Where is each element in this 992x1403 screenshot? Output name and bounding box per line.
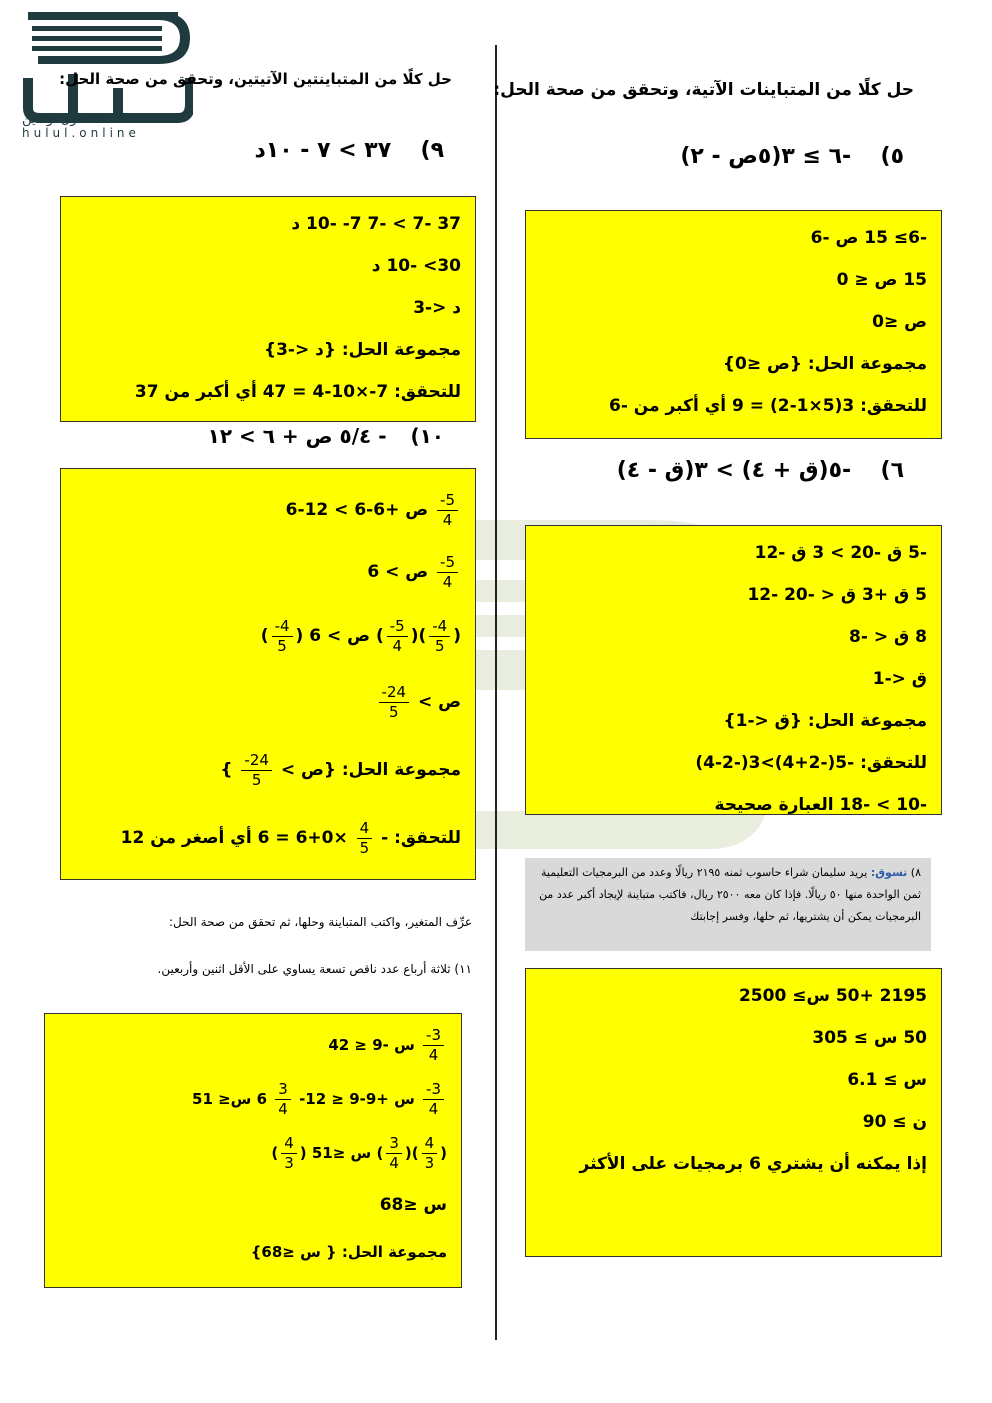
right-heading: حل كلًا من المتباينات الآتية، وتحقق من صحة الحل: xyxy=(493,80,914,100)
box6-line-5: مجموعة الحل: {ق <-1} xyxy=(723,711,927,731)
problem-6-number: ٦) xyxy=(880,458,904,483)
box10-line-5: مجموعة الحل: {ص > $\frac{24-}{5}$ } xyxy=(220,750,461,789)
fraction: $\frac{5-}{4}$ xyxy=(387,619,408,654)
fraction: $\frac{4}{3}$ xyxy=(422,1136,438,1171)
box8-line-1: 2195 +50 س≥ 2500 xyxy=(738,986,927,1006)
fraction: $\frac{4}{5}$ xyxy=(357,821,373,856)
box10-line-1: $\frac{5-}{4}$ ص +6-6 > 12-6 xyxy=(75,479,461,541)
question-8-text: يريد سليمان شراء حاسوب ثمنه ٢١٩٥ ريالًا وعدد من البرمجيات التعليمية ثمن الواحدة منها ٥٠ ريالًا. فإذا كان معه ٢٥٠٠ ريال، فاكتب متباينة لإيجاد أكبر عدد من البرمجيات يمكن أن يشتريها، ثم حلها، وفسر إجابتك xyxy=(539,866,921,923)
box6-line-2: 5 ق +3 ق < -20 -12 xyxy=(747,585,927,605)
answer-box-6 xyxy=(525,525,942,815)
box9-line-2: 30> -10 د xyxy=(371,256,461,276)
box11-line-3: ( $\frac{4}{3}$ )( $\frac{3}{4}$ ) س ≤51 ( $\frac{4}{3}$ ) xyxy=(271,1134,447,1172)
column-divider xyxy=(495,45,497,1340)
problem-9 xyxy=(254,138,444,163)
fraction: $\frac{4-}{5}$ xyxy=(272,619,293,654)
fraction: $\frac{3-}{4}$ xyxy=(423,1028,444,1063)
box6-line-1: -5 ق -20 > 3 ق -12 xyxy=(754,543,927,563)
problem-9-expression: ٣٧ > ٧ - ١٠د xyxy=(254,138,392,163)
box10-line-3: ( $\frac{4-}{5}$ )( $\frac{5-}{4}$ ) ص > 6 ( $\frac{4-}{5}$ ) xyxy=(260,616,461,655)
question-8-tag: تسوق: xyxy=(870,866,908,879)
box6-line-4: ق <-1 xyxy=(872,669,927,689)
left-heading: حل كلًا من المتباينتين الآتيتين، وتحقق من صحة الحل: xyxy=(59,70,452,88)
fraction: $\frac{24-}{5}$ xyxy=(241,753,272,788)
fraction: $\frac{5-}{4}$ xyxy=(437,493,458,528)
box9-line-3: د <-3 xyxy=(413,298,461,318)
fraction: $\frac{3}{4}$ xyxy=(275,1082,291,1117)
fraction: $\frac{24-}{5}$ xyxy=(379,685,410,720)
box5-line-2: 15 ص ≤ 0 xyxy=(836,270,927,290)
answer-box-10 xyxy=(60,468,476,880)
problem-5-expression: -٦ ≥ ٣(٥ص - ٢) xyxy=(680,144,852,169)
problem-10-number: ١٠) xyxy=(410,424,444,448)
box9-line-5: للتحقق: 7-×10-4 = 47 أي أكبر من 37 xyxy=(134,382,461,402)
problem-10 xyxy=(208,424,444,448)
box5-line-3: ص ≤0 xyxy=(872,312,927,332)
box11-line-5: مجموعة الحل: { س ≤68} xyxy=(250,1243,447,1261)
answer-box-11 xyxy=(44,1013,462,1288)
logo-arabic: الحلول اونلاين xyxy=(22,112,98,127)
box6-line-6: للتحقق: -5(-2+4)>3(-2-4) xyxy=(695,753,927,773)
answer-box-8 xyxy=(525,968,942,1257)
box8-line-3: س ≥ 6.1 xyxy=(847,1070,927,1090)
fraction: $\frac{3-}{4}$ xyxy=(423,1082,444,1117)
box6-line-3: 8 ق < -8 xyxy=(849,627,927,647)
box11-line-1: $\frac{3-}{4}$ س -9 ≤ 42 xyxy=(59,1018,447,1072)
problem-5 xyxy=(680,144,904,169)
box5-line-5: للتحقق: 3(5×1-2) = 9 أي أكبر من -6 xyxy=(608,396,927,416)
box11-line-2: $\frac{3-}{4}$ س +9-9 ≤ 12- $\frac{3}{4}$ 6 س≤ 51 xyxy=(59,1072,447,1126)
fraction: $\frac{4}{3}$ xyxy=(281,1136,297,1171)
question-8-image xyxy=(525,858,931,951)
question-11 xyxy=(158,962,473,976)
fraction: $\frac{4-}{5}$ xyxy=(429,619,450,654)
box5-line-4: مجموعة الحل: {ص ≤0} xyxy=(722,354,927,374)
box8-line-2: 50 س ≥ 305 xyxy=(812,1028,927,1048)
box10-line-4: ص > $\frac{24-}{5}$ xyxy=(75,669,461,735)
box11-line-4: س ≤68 xyxy=(379,1195,447,1215)
question-8-number: ٨) xyxy=(910,866,921,879)
box10-line-6: للتحقق: - $\frac{4}{5}$ ×0+6 = 6 أي أصغر من 12 xyxy=(120,818,461,857)
box8-line-5: إذا يمكنه أن يشتري 6 برمجيات على الأكثر xyxy=(579,1154,927,1174)
fraction: $\frac{5-}{4}$ xyxy=(437,555,458,590)
question-11-number: ١١) xyxy=(454,962,472,976)
problem-10-expression: - ٥/٤ ص + ٦ > ١٢ xyxy=(207,424,387,448)
answer-box-5 xyxy=(525,210,942,439)
box5-line-1: -6≥ 15 ص -6 xyxy=(810,228,927,248)
fraction: $\frac{3}{4}$ xyxy=(386,1136,402,1171)
problem-6 xyxy=(617,458,904,483)
box8-line-4: ن ≥ 90 xyxy=(862,1112,927,1132)
problem-6-expression: -٥(ق + ٤) > ٣(ق - ٤) xyxy=(616,458,852,483)
problem-9-number: ٩) xyxy=(420,138,444,163)
box9-line-4: مجموعة الحل: {د <-3} xyxy=(263,340,461,360)
answer-box-9 xyxy=(60,196,476,422)
box10-line-2: $\frac{5-}{4}$ ص > 6 xyxy=(75,541,461,603)
box6-line-7: -10 > -18 العبارة صحيحة xyxy=(714,795,927,815)
question-11-text: ثلاثة أرباع عدد ناقص تسعة يساوي على الأقل اثنين وأربعين. xyxy=(157,962,451,976)
box9-line-1: 37 -7 > -7 7- -10 د xyxy=(291,214,461,234)
problem-5-number: ٥) xyxy=(880,144,904,169)
logo-latin: hulul.online xyxy=(22,126,140,140)
instruction-11: عرِّف المتغير، واكتب المتباينة وحلها، ثم تحقق من صحة الحل: xyxy=(168,915,472,929)
